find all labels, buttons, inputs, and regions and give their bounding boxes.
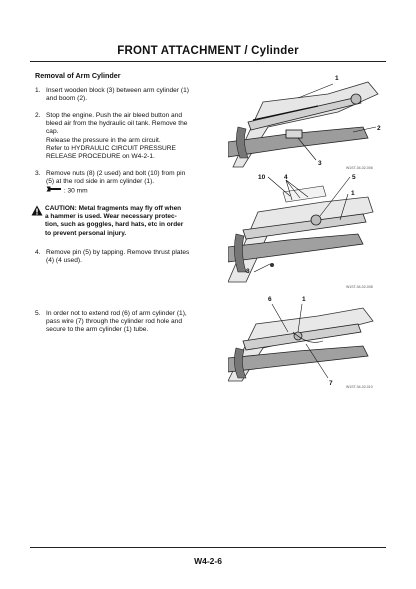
- wrench-size: : 30 mm: [63, 187, 88, 195]
- step-number: 1.: [35, 87, 41, 94]
- step-line: pass wire (7) through the cylinder rod hole and: [46, 318, 182, 326]
- figure-3: [228, 296, 388, 391]
- figure-2-illustration: [228, 172, 388, 292]
- step-3: [35, 170, 210, 196]
- figure-2-callout-1: 1: [351, 190, 355, 197]
- figure-2-callout-10: 10: [258, 174, 266, 181]
- warning-icon: [31, 205, 43, 219]
- step-5: [35, 310, 210, 335]
- figure-2-callout-5: 5: [352, 174, 356, 181]
- wrench-icon: [46, 186, 62, 195]
- figure-3-callout-1: 1: [302, 296, 306, 303]
- step-line: (4) (4 used).: [46, 257, 82, 265]
- step-line: secure to the arm cylinder (1) tube.: [46, 326, 149, 334]
- caution-block: [31, 205, 211, 238]
- section-heading: Removal of Arm Cylinder: [35, 71, 121, 80]
- step-line: bleed air from the hydraulic oil tank. Remove the: [46, 120, 188, 128]
- step-line: Refer to HYDRAULIC CIRCUIT PRESSURE: [46, 144, 176, 152]
- figure-2-code: W1ST-04-02-008: [346, 285, 373, 289]
- figure-3-illustration: [228, 296, 388, 391]
- figure-1-illustration: [228, 72, 388, 172]
- step-number: 3.: [35, 170, 41, 177]
- step-line: and boom (2).: [46, 95, 88, 103]
- figure-3-callout-6: 6: [268, 296, 272, 303]
- footer-rule: [30, 547, 386, 548]
- figure-2-callout-4: 4: [284, 174, 288, 181]
- step-line: cap.: [46, 128, 59, 136]
- page-number: W4-2-6: [194, 556, 222, 566]
- step-number: 2.: [35, 112, 41, 119]
- title-rule: [30, 61, 386, 62]
- figure-3-callout-7: 7: [329, 380, 333, 387]
- step-line: In order not to extend rod (6) of arm cylinder (1),: [46, 310, 187, 317]
- step-number: 5.: [35, 310, 41, 317]
- caution-line: a hammer is used. Wear necessary protec-: [45, 213, 177, 221]
- figure-1-callout-2: 2: [377, 125, 381, 132]
- step-line: Remove nuts (8) (2 used) and bolt (10) from pin: [46, 170, 186, 177]
- step-line: Insert wooden block (3) between arm cylinder (1): [46, 87, 189, 94]
- caution-line: to prevent personal injury.: [45, 229, 127, 237]
- step-2: [35, 112, 210, 161]
- figure-1-code: W1ST-04-02-006: [346, 166, 373, 170]
- figure-2-callout-8: 8: [246, 268, 250, 275]
- step-line: RELEASE PROCEDURE on W4-2-1.: [46, 153, 155, 161]
- step-1: [35, 87, 210, 103]
- caution-line: tion, such as goggles, hard hats, etc in order: [45, 221, 184, 229]
- step-4: [35, 249, 210, 265]
- figure-2: [228, 172, 388, 292]
- step-line: Remove pin (5) by tapping. Remove thrust plates: [46, 249, 190, 256]
- figure-1: [228, 72, 388, 172]
- page-title: FRONT ATTACHMENT / Cylinder: [117, 45, 299, 57]
- figure-1-callout-3: 3: [318, 160, 322, 167]
- step-line: Stop the engine. Push the air bleed button and: [46, 112, 183, 119]
- step-line: (5) at the rod side in arm cylinder (1).: [46, 178, 155, 186]
- figure-1-callout-1: 1: [335, 75, 339, 82]
- figure-3-code: W1ST-04-02-010: [346, 385, 373, 389]
- step-number: 4.: [35, 249, 41, 256]
- caution-line: CAUTION: Metal fragments may fly off when: [45, 205, 182, 212]
- step-line: Release the pressure in the arm circuit.: [46, 136, 161, 144]
